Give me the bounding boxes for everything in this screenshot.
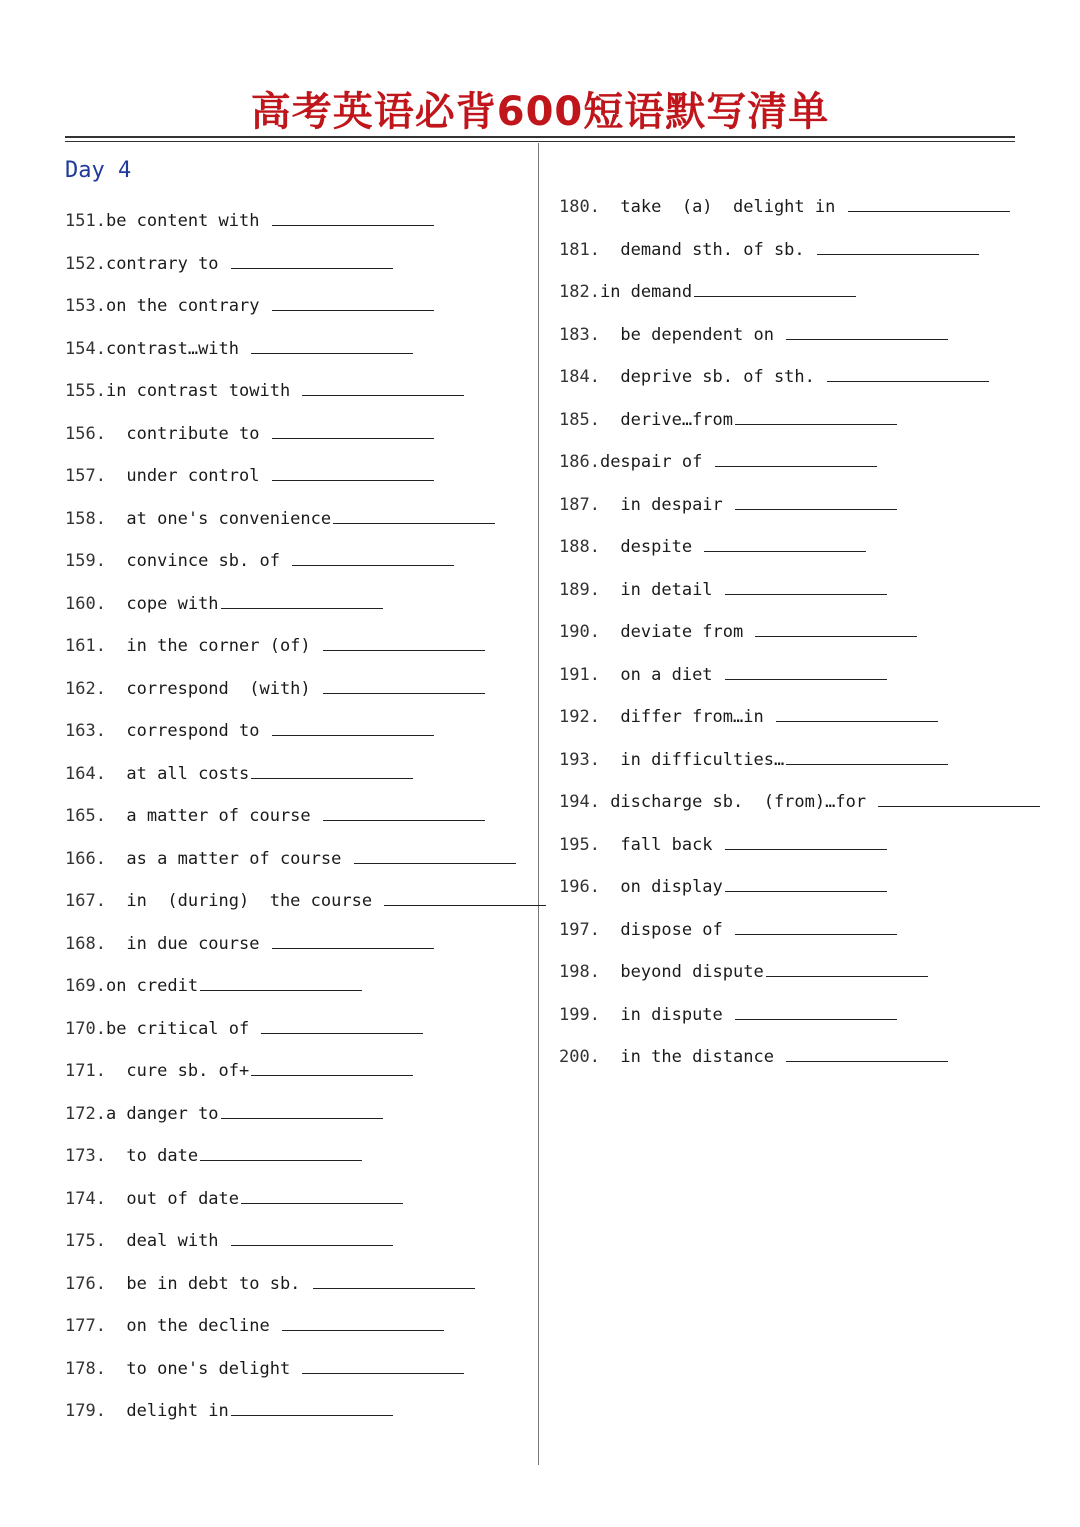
phrase-item [65,1140,535,1183]
answer-blank[interactable] [272,418,434,439]
answer-blank[interactable] [231,248,393,269]
phrase-item [559,701,1039,744]
answer-blank[interactable] [384,885,546,906]
phrase-item [65,800,535,843]
phrase-text: correspond (with) [105,678,321,699]
phrase-text: to one's delight [105,1358,301,1379]
phrase-text: deviate from [599,622,754,642]
phrase-item [559,361,1039,404]
answer-blank[interactable] [827,361,989,382]
phrase-text: in despair [599,494,734,515]
answer-blank[interactable] [200,1140,362,1161]
answer-blank[interactable] [261,1013,423,1034]
right-column [559,191,1039,1084]
answer-blank[interactable] [282,1310,444,1331]
phrase-item [65,928,535,971]
phrase-number: 175. [65,1231,106,1251]
phrase-item [65,333,535,376]
phrase-text: dispose of [599,919,734,940]
phrase-text: on the contrary [105,296,270,316]
phrase-text: deal with [105,1231,229,1251]
phrase-text: on display [599,877,723,897]
phrase-item [559,659,1039,702]
phrase-number: 195. [559,834,600,855]
phrase-number: 180. [559,197,600,217]
answer-blank[interactable] [272,460,434,481]
phrase-text: deprive sb. of sth. [599,367,826,387]
phrase-number: 164. [65,763,106,784]
phrase-item [65,885,535,928]
phrase-text: be dependent on [599,324,785,345]
phrase-number: 200. [559,1047,600,1067]
phrase-text: under control [105,466,270,486]
phrase-number: 178. [65,1358,106,1379]
answer-blank[interactable] [231,1395,393,1416]
phrase-item [65,758,535,801]
phrase-number: 187. [559,494,600,515]
phrase-text: contrary to [105,253,229,274]
phrase-number: 188. [559,537,600,557]
answer-blank[interactable] [231,1225,393,1246]
answer-blank[interactable] [272,205,434,226]
phrase-number: 182. [559,282,600,302]
phrase-number: 157. [65,466,106,486]
phrase-text: a danger to [105,1103,219,1124]
phrase-text: take (a) delight in [599,197,846,217]
phrase-item [65,843,535,886]
phrase-number: 190. [559,622,600,642]
phrase-number: 176. [65,1273,106,1294]
page-title: 高考英语必背600短语默写清单 [250,89,830,135]
phrase-item [559,829,1039,872]
answer-blank[interactable] [786,744,948,765]
phrase-number: 167. [65,891,106,911]
answer-blank[interactable] [302,375,464,396]
phrase-item [65,588,535,631]
phrase-text: cope with [105,593,219,614]
phrase-text: despite [599,537,703,557]
phrase-number: 193. [559,749,600,770]
phrase-item [65,1098,535,1141]
phrase-number: 185. [559,409,600,430]
phrase-text: in demand [599,282,693,302]
phrase-number: 184. [559,367,600,387]
phrase-text: in detail [599,579,723,600]
column-divider [538,143,539,1465]
answer-blank[interactable] [725,871,887,892]
answer-blank[interactable] [848,191,1010,212]
phrase-item [65,1395,535,1438]
phrase-item [559,276,1039,319]
phrase-text: be content with [105,211,270,231]
phrase-text: be in debt to sb. [105,1273,311,1294]
phrase-number: 153. [65,296,106,316]
answer-blank[interactable] [200,970,362,991]
phrase-number: 189. [559,579,600,600]
phrase-number: 174. [65,1188,106,1209]
phrase-item [65,1183,535,1226]
phrase-item [559,1041,1039,1084]
answer-blank[interactable] [878,786,1040,807]
phrase-text: as a matter of course [105,848,352,869]
phrase-number: 161. [65,636,106,656]
phrase-item [559,914,1039,957]
phrase-number: 152. [65,253,106,274]
phrase-number: 192. [559,707,600,727]
phrase-number: 172. [65,1103,106,1124]
answer-blank[interactable] [735,404,897,425]
phrase-text: contribute to [105,423,270,444]
answer-blank[interactable] [323,800,485,821]
phrase-number: 179. [65,1401,106,1421]
phrase-number: 177. [65,1316,106,1336]
answer-blank[interactable] [786,319,948,340]
phrase-text: beyond dispute [599,962,764,982]
phrase-item [65,248,535,291]
answer-blank[interactable] [272,715,434,736]
phrase-item [559,999,1039,1042]
phrase-text: in difficulties… [599,749,785,770]
answer-blank[interactable] [735,914,897,935]
phrase-item [65,1310,535,1353]
phrase-text: correspond to [105,721,270,741]
answer-blank[interactable] [354,843,516,864]
answer-blank[interactable] [292,545,454,566]
phrase-text: derive…from [599,409,734,430]
phrase-item [559,489,1039,532]
phrase-text: demand sth. of sb. [599,239,815,260]
phrase-text: in dispute [599,1004,734,1025]
phrase-item [559,404,1039,447]
phrase-item [65,1055,535,1098]
phrase-item [65,970,535,1013]
answer-blank[interactable] [221,1098,383,1119]
title-rule-thick [65,136,1015,138]
phrase-number: 156. [65,423,106,444]
phrase-number: 154. [65,338,106,359]
phrase-item [559,531,1039,574]
answer-blank[interactable] [272,290,434,311]
phrase-item [65,1268,535,1311]
day-label: Day 4 [65,158,132,183]
phrase-text: in due course [105,933,270,954]
answer-blank[interactable] [694,276,856,297]
phrase-number: 166. [65,848,106,869]
phrase-item [65,1225,535,1268]
phrase-number: 160. [65,593,106,614]
phrase-number: 197. [559,919,600,940]
phrase-text: be critical of [105,1018,260,1039]
phrase-number: 194. [559,792,600,812]
answer-blank[interactable] [735,999,897,1020]
phrase-text: in the corner (of) [105,636,321,656]
phrase-item [65,290,535,333]
phrase-text: in (during) the course [105,891,383,911]
phrase-text: contrast…with [105,338,250,359]
left-column [65,205,535,1438]
answer-blank[interactable] [251,758,413,779]
answer-blank[interactable] [715,446,877,467]
phrase-text: differ from…in [599,707,774,727]
phrase-text: delight in [105,1401,229,1421]
phrase-item [559,446,1039,489]
phrase-number: 155. [65,381,106,401]
phrase-item [559,786,1039,829]
answer-blank[interactable] [333,503,495,524]
phrase-text: on credit [105,976,199,996]
answer-blank[interactable] [725,574,887,595]
phrase-number: 191. [559,664,600,685]
phrase-item [559,616,1039,659]
phrase-number: 169. [65,976,106,996]
title-rule-thin [65,141,1015,142]
phrase-number: 198. [559,962,600,982]
answer-blank[interactable] [323,673,485,694]
phrase-item [65,1353,535,1396]
phrase-item [559,956,1039,999]
answer-blank[interactable] [817,234,979,255]
phrase-item [65,630,535,673]
phrase-text: convince sb. of [105,551,291,571]
phrase-text: at all costs [105,763,250,784]
phrase-item [65,205,535,248]
phrase-item [559,871,1039,914]
phrase-number: 163. [65,721,106,741]
phrase-item [65,545,535,588]
phrase-text: cure sb. of+ [105,1061,250,1081]
phrase-item [65,1013,535,1056]
answer-blank[interactable] [725,829,887,850]
phrase-text: out of date [105,1188,240,1209]
phrase-item [559,319,1039,362]
phrase-number: 196. [559,877,600,897]
phrase-item [65,503,535,546]
phrase-text: discharge sb. (from)…for [599,792,877,812]
phrase-item [65,375,535,418]
phrase-number: 183. [559,324,600,345]
phrase-number: 170. [65,1018,106,1039]
phrase-number: 171. [65,1061,106,1081]
answer-blank[interactable] [241,1183,403,1204]
phrase-text: on the decline [105,1316,280,1336]
answer-blank[interactable] [725,659,887,680]
phrase-number: 151. [65,211,106,231]
phrase-number: 159. [65,551,106,571]
phrase-number: 158. [65,508,106,529]
phrase-item [65,418,535,461]
phrase-item [65,673,535,716]
phrase-number: 181. [559,239,600,260]
phrase-text: in contrast towith [105,381,301,401]
phrase-item [559,744,1039,787]
phrase-number: 168. [65,933,106,954]
phrase-number: 162. [65,678,106,699]
answer-blank[interactable] [755,616,917,637]
answer-blank[interactable] [766,956,928,977]
answer-blank[interactable] [313,1268,475,1289]
phrase-item [559,574,1039,617]
phrase-text: fall back [599,834,723,855]
answer-blank[interactable] [251,1055,413,1076]
phrase-text: at one's convenience [105,508,332,529]
phrase-item [559,234,1039,277]
phrase-item [559,191,1039,234]
phrase-item [65,460,535,503]
phrase-number: 199. [559,1004,600,1025]
answer-blank[interactable] [302,1353,464,1374]
answer-blank[interactable] [735,489,897,510]
phrase-text: a matter of course [105,806,321,826]
answer-blank[interactable] [323,630,485,651]
phrase-text: in the distance [599,1047,785,1067]
answer-blank[interactable] [251,333,413,354]
phrase-number: 173. [65,1146,106,1166]
phrase-text: to date [105,1146,199,1166]
phrase-text: on a diet [599,664,723,685]
phrase-text: despair of [599,452,713,472]
answer-blank[interactable] [776,701,938,722]
answer-blank[interactable] [221,588,383,609]
answer-blank[interactable] [704,531,866,552]
phrase-number: 165. [65,806,106,826]
answer-blank[interactable] [786,1041,948,1062]
answer-blank[interactable] [272,928,434,949]
phrase-item [65,715,535,758]
phrase-number: 186. [559,452,600,472]
